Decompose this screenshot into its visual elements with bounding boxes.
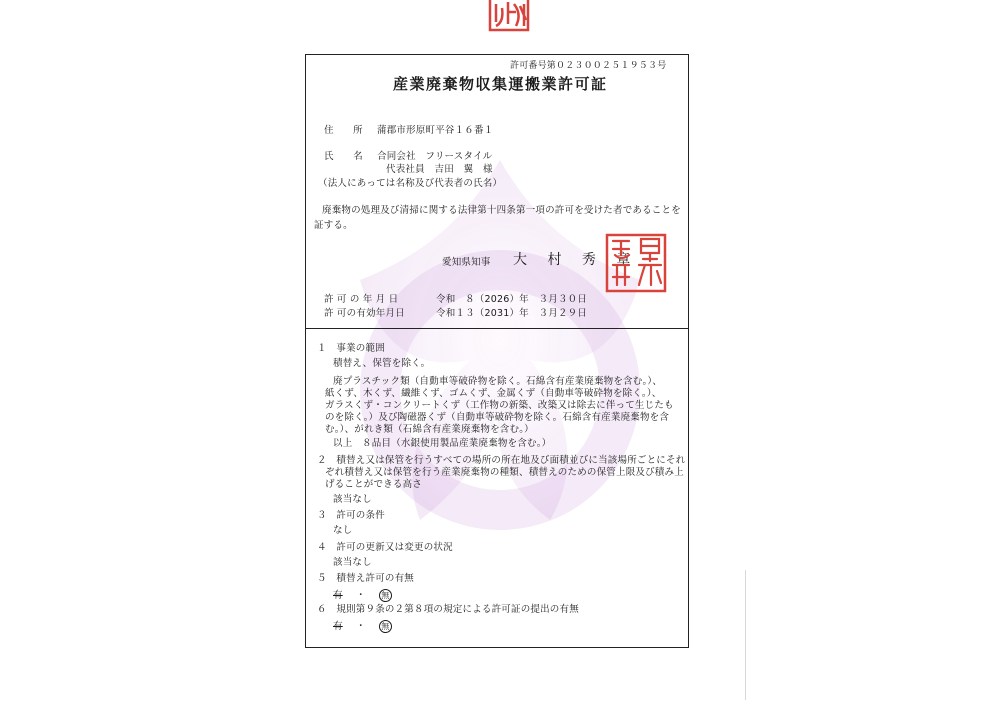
expiry-date-label: 許 可の有効年月日 [324, 308, 405, 319]
statement-line-2: 証する。 [314, 220, 353, 231]
corporate-note: （法人にあっては名称及び代表者の氏名） [318, 178, 503, 189]
company-name: 合同会社 フリースタイル [377, 151, 493, 162]
section-5-separator: ・ [355, 590, 366, 601]
address-label: 住 所 [324, 125, 363, 136]
section-6-separator: ・ [355, 621, 366, 632]
name-label: 氏 名 [324, 151, 363, 162]
section-5-heading: ５ 積替え許可の有無 [317, 573, 415, 584]
governor-seal-icon [605, 233, 667, 293]
section-2-heading: ２ 積替え又は保管を行うすべての場所の所在地及び面積並びに当該場所ごとにそれ [317, 455, 686, 466]
section-3-heading: ３ 許可の条件 [317, 510, 385, 521]
section-3-value: なし [333, 525, 353, 536]
section-4-value: 該当なし [333, 557, 372, 568]
section-6-options [333, 620, 392, 633]
waste-types-line-2: 紙くず、木くず、繊維くず、ゴムくず、金属くず（自動車等破砕物を除く。）、 [325, 388, 662, 399]
representative-name: 代表社員 吉田 翼 様 [386, 164, 493, 175]
section-2-continuation-2: げることができる高さ [325, 479, 423, 490]
section-5-no-circled: 無 [379, 589, 392, 602]
section-6-no-circled: 無 [379, 620, 392, 633]
waste-types-line-5: む。）、がれき類（石綿含有産業廃棄物を含む。） [325, 424, 534, 435]
section-6-yes: 有 [333, 621, 343, 632]
section-1-scope: 積替え、保管を除く。 [333, 358, 431, 369]
section-5-options [333, 589, 392, 602]
permit-number: 許可番号第０２３００２５１９５３号 [510, 61, 667, 71]
section-6-heading: ６ 規則第９条の２第８項の規定による許可証の提出の有無 [317, 604, 579, 615]
issuer-name: 大 村 秀 章 [513, 252, 639, 268]
waste-types-line-3: ガラスくず・コンクリートくず（工作物の新築、改築又は除去に伴って生じたも [325, 400, 674, 411]
section-2-value: 該当なし [333, 494, 372, 505]
scan-edge-line [745, 570, 746, 700]
issue-date-label: 許 可 の 年 月 日 [324, 294, 399, 305]
section-divider [305, 328, 689, 329]
section-5-yes: 有 [333, 590, 343, 601]
waste-types-total: 以上 ８品目（水銀使用製品産業廃棄物を含む。） [333, 438, 552, 449]
statement-line-1: 廃棄物の処理及び清掃に関する法律第十四条第一項の許可を受けた者であることを [322, 205, 681, 216]
address-value: 蒲郡市形原町平谷１６番１ [377, 125, 494, 136]
waste-types-line-1: 廃プラスチック類（自動車等破砕物を除く。石綿含有産業廃棄物を含む。）、 [333, 376, 663, 387]
waste-types-line-4: のを除く。）及び陶磁器くず（自動車等破砕物を除く。石綿含有産業廃棄物を含 [325, 412, 670, 423]
document-title: 産業廃棄物収集運搬業許可証 [393, 75, 608, 93]
top-stamp-icon [486, 0, 532, 34]
issuer-title: 愛知県知事 [442, 257, 491, 268]
issue-date-value: 令和 ８（2026）年 ３月３０日 [436, 294, 588, 305]
expiry-date-value: 令和１３（2031）年 ３月２９日 [436, 308, 588, 319]
section-2-continuation-1: ぞれ積替え又は保管を行う産業廃棄物の種類、積替えのための保管上限及び積み上 [325, 467, 684, 478]
section-1-heading: １ 事業の範囲 [317, 343, 385, 354]
section-4-heading: ４ 許可の更新又は変更の状況 [317, 542, 453, 553]
